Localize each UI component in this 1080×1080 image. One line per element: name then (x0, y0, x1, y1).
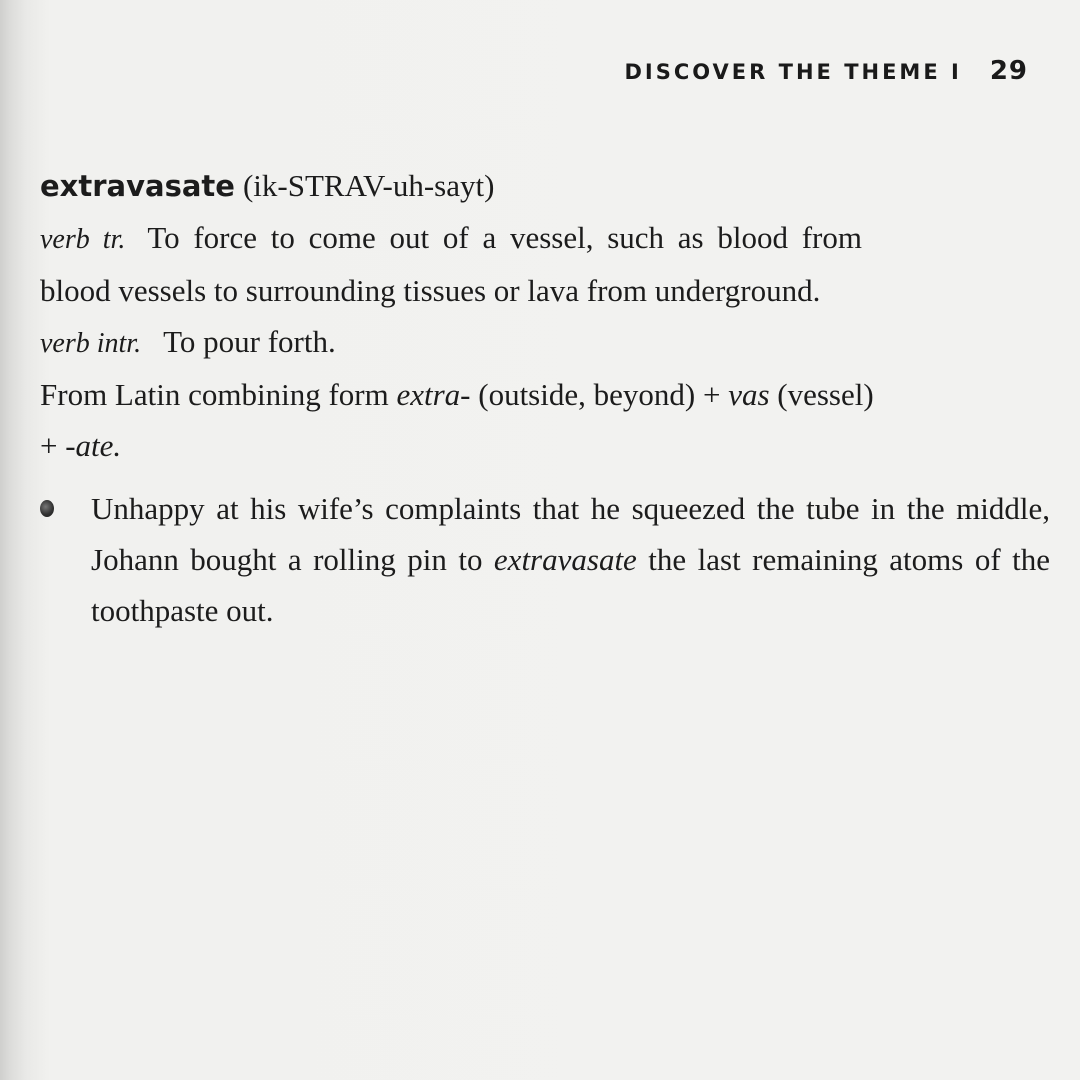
definition-transitive-line1: To force to come out of a vessel, such as blood from (147, 220, 862, 255)
usage-example (40, 483, 1050, 636)
etymology-line1 (40, 369, 1040, 420)
example-term: extravasate (493, 542, 637, 577)
etymology-term-vas: vas (728, 377, 770, 412)
definition-intransitive: To pour forth. (163, 324, 336, 359)
etymology-line2 (40, 420, 1040, 471)
page-number: 29 (989, 56, 1028, 86)
example-text-after: the last remaining atoms of the toothpaste out. (91, 542, 1050, 628)
running-head (624, 56, 1028, 86)
usage-example-text (91, 483, 1050, 636)
running-head-title: DISCOVER THE THEME I (624, 60, 962, 84)
example-text-before: Unhappy at his wife’s complaints that he squeezed the tube in the middle, Johann bought a rolling pin to (91, 491, 1050, 577)
etymology-text-b: (outside, beyond) + (470, 377, 729, 412)
sense-verb-transitive-cont (40, 265, 1040, 316)
sense-verb-transitive (40, 212, 1040, 265)
etymology-term-extra: extra- (396, 377, 471, 412)
part-of-speech-intransitive: verb intr. (40, 328, 142, 359)
etymology-text-d: + (40, 428, 66, 463)
etymology-text-c: (vessel) (769, 377, 874, 412)
etymology-text-a: From Latin combining form (40, 377, 397, 412)
definition-transitive-line2: blood vessels to surrounding tissues or lava from underground. (40, 273, 821, 308)
etymology-term-ate: -ate. (65, 428, 122, 463)
headword: extravasate (40, 169, 235, 203)
dictionary-entry (40, 160, 1040, 471)
part-of-speech-transitive: verb tr. (40, 224, 126, 255)
bullet-icon (40, 500, 54, 517)
headword-line (40, 160, 1040, 212)
sense-verb-intransitive (40, 316, 1040, 369)
pronunciation: (ik-STRAV-uh-sayt) (242, 168, 495, 203)
